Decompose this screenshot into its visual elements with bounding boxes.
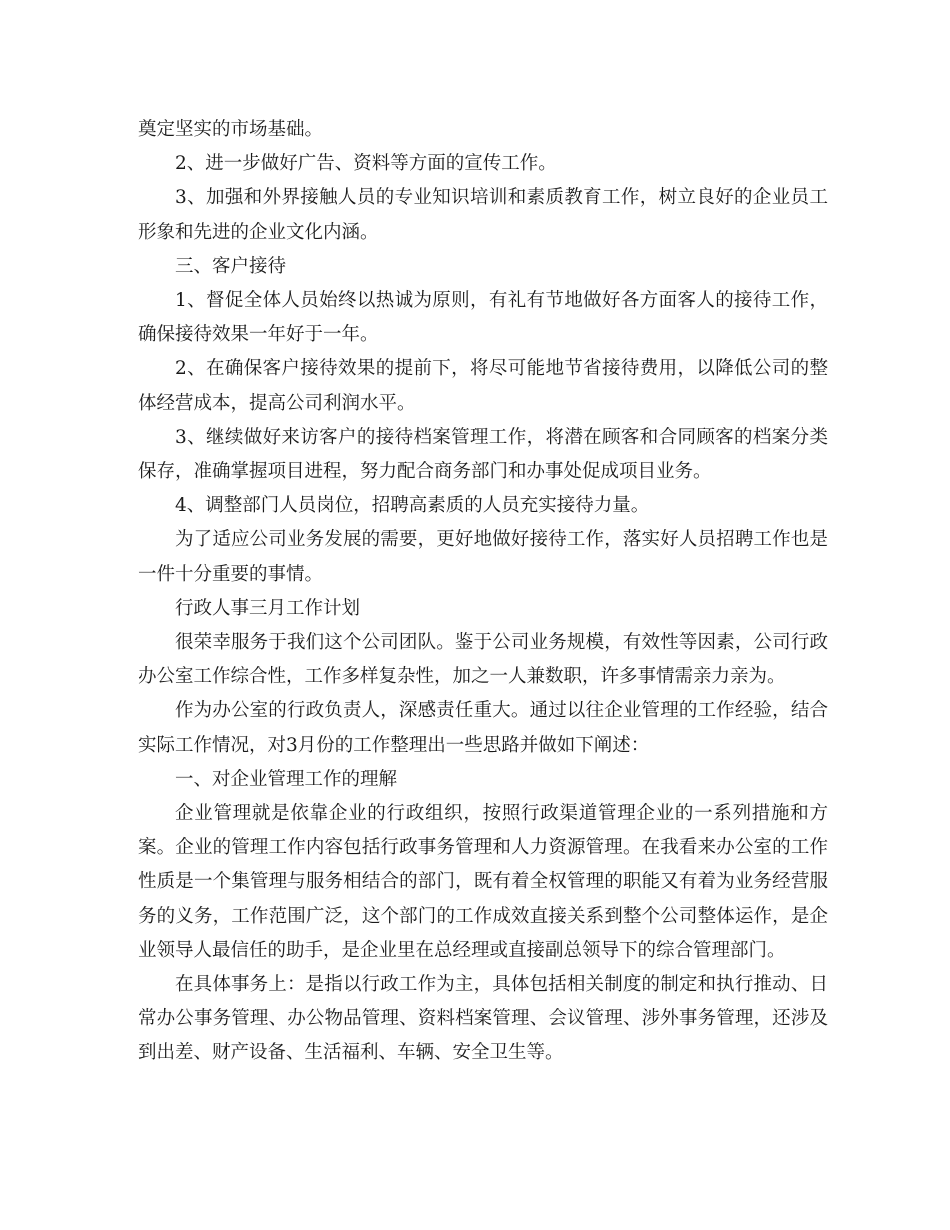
paragraph: 2、在确保客户接待效果的提前下，将尽可能地节省接待费用，以降低公司的整体经营成本，提高公司利润水平。 [138,358,828,414]
paragraph: 企业管理就是依靠企业的行政组织，按照行政渠道管理企业的一系列措施和方案。企业的管理工作内容包括行政事务管理和人力资源管理。在我看来办公室的工作性质是一个集管理与服务相结合的部门，既有着全权管理的职能又有着为业务经营服务的义务，工作范围广泛，这个部门的工作成效直接关系到整个公司整体运作，是企业领导人最信任的助手，是企业里在总经理或直接副总领导下的综合管理部门。 [138,803,828,961]
paragraph: 很荣幸服务于我们这个公司团队。鉴于公司业务规模，有效性等因素，公司行政办公室工作综合性，工作多样复杂性，加之一人兼数职，许多事情需亲力亲为。 [138,632,828,688]
paragraph: 为了适应公司业务发展的需要，更好地做好接待工作，落实好人员招聘工作也是一件十分重要的事情。 [138,529,828,585]
paragraph: 3、加强和外界接触人员的专业知识培训和素质教育工作，树立良好的企业员工形象和先进的企业文化内涵。 [138,187,828,243]
paragraph: 3、继续做好来访客户的接待档案管理工作，将潜在顾客和合同顾客的档案分类保存，准确掌握项目进程，努力配合商务部门和办事处促成项目业务。 [138,426,828,483]
document-body [138,113,828,1071]
paragraph: 在具体事务上：是指以行政工作为主，具体包括相关制度的制定和执行推动、日常办公事务管理、办公物品管理、资料档案管理、会议管理、涉外事务管理，还涉及到出差、财产设备、生活福利、车辆、安全卫生等。 [138,974,828,1064]
section-heading: 一、对企业管理工作的理解 [175,768,398,790]
section-heading: 三、客户接待 [175,255,287,277]
paragraph: 2、进一步做好广告、资料等方面的宣传工作。 [175,153,557,175]
paragraph: 作为办公室的行政负责人，深感责任重大。通过以往企业管理的工作经验，结合实际工作情况，对3月份的工作整理出一些思路并做如下阐述： [138,700,828,756]
section-heading: 行政人事三月工作计划 [175,597,361,619]
paragraph: 奠定坚实的市场基础。 [138,119,324,140]
paragraph: 1、督促全体人员始终以热诚为原则，有礼有节地做好各方面客人的接待工作，确保接待效果一年好于一年。 [138,290,828,346]
paragraph: 4、调整部门人员岗位，招聘高素质的人员充实接待力量。 [175,495,650,517]
